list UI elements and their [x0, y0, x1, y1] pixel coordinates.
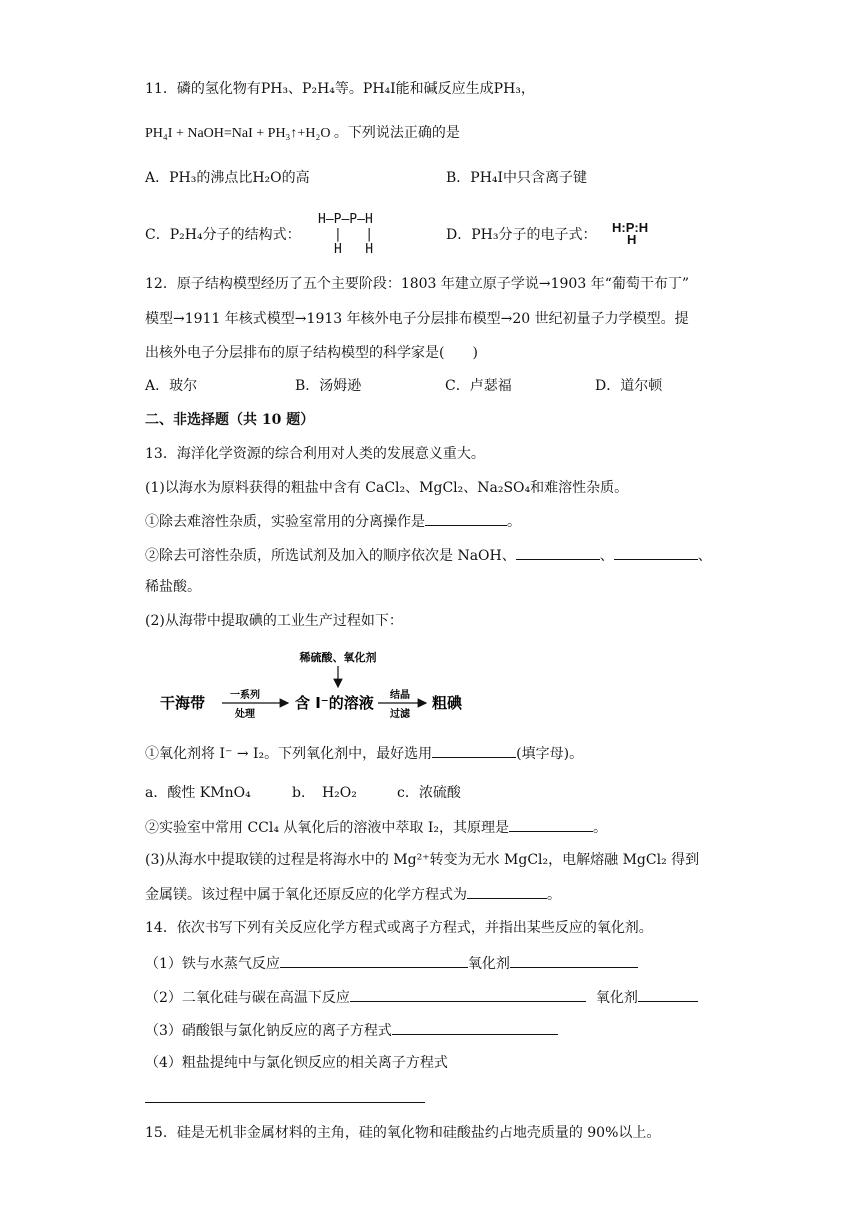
q12-line-3: 出核外电子分层排布的原子结构模型的科学家是( ) — [145, 345, 478, 361]
q14-sub-3-text: （3）硝酸银与氯化钠反应的离子方程式 — [145, 1023, 392, 1039]
choice-c: c．浓硫酸 — [397, 785, 461, 801]
flow-arrow1-top: 一系列 — [230, 690, 260, 701]
answer-blank[interactable] — [425, 511, 507, 526]
ph3-electron-formula — [612, 222, 648, 246]
q11-option-d: D．PH₃分子的电子式： — [446, 227, 597, 243]
q12-option-b: B．汤姆逊 — [295, 378, 362, 394]
answer-blank[interactable] — [510, 953, 638, 968]
lewis-top: H:P:H — [612, 220, 649, 235]
q13-part-1b-end: 稀盐酸。 — [145, 579, 201, 595]
q11-equation: PH₄I + NaOH=NaI + PH₃↑+H₂O 。下列说法正确的是 — [145, 126, 460, 141]
choice-a: a．酸性 KMnO₄ — [145, 785, 251, 801]
answer-blank[interactable] — [638, 987, 698, 1002]
lewis-bottom: H — [627, 232, 637, 247]
structure-row-2: | | — [334, 227, 374, 242]
answer-blank[interactable] — [614, 545, 698, 560]
q13-part-1b — [145, 545, 712, 566]
q14-sub-1-text: （1）铁与水蒸气反应 — [145, 956, 280, 972]
q11-line-1: 11．磷的氢化物有PH₃、P₂H₄等。PH₄I能和碱反应生成PH₃， — [145, 81, 535, 97]
flow-arrow2-bottom: 过滤 — [390, 709, 410, 720]
q11-option-b: B．PH₄I中只含离子键 — [446, 170, 588, 186]
answer-blank-line[interactable] — [145, 1102, 425, 1103]
oxidant-label: 氧化剂 — [467, 956, 510, 972]
q13-part-2b-text: ②实验室中常用 CCl₄ 从氧化后的溶液中萃取 I₂，其原理是 — [145, 820, 510, 836]
q12-line-1: 12．原子结构模型经历了五个主要阶段：1803 年建立原子学说→1903 年“葡萄干布丁” — [145, 276, 690, 292]
answer-blank[interactable] — [280, 953, 468, 968]
answer-blank[interactable] — [467, 884, 547, 899]
iodine-extraction-flow — [160, 650, 480, 720]
q14-sub-2-text: （2）二氧化硅与碳在高温下反应 — [145, 990, 350, 1006]
q12-option-d: D．道尔顿 — [595, 378, 663, 394]
q15-intro: 15．硅是无机非金属材料的主角，硅的氧化物和硅酸盐约占地壳质量的 90%以上。 — [145, 1125, 661, 1141]
q13-part-2a-text: ①氧化剂将 I⁻ → I₂。下列氧化剂中，最好选用 — [145, 746, 433, 762]
q11-option-a: A．PH₃的沸点比H₂O的高 — [145, 170, 310, 186]
q14-sub-1 — [145, 953, 638, 974]
q14-sub-2 — [145, 987, 698, 1008]
q13-part-3b — [145, 884, 561, 905]
q14-sub-4: （4）粗盐提纯中与氯化钡反应的相关离子方程式 — [145, 1055, 448, 1071]
structure-row-3: H H — [334, 242, 374, 257]
section-heading: 二、非选择题（共 10 题） — [145, 412, 315, 428]
flow-reagents: 稀硫酸、氧化剂 — [299, 651, 377, 664]
q13-part-1a-text: ①除去难溶性杂质，实验室常用的分离操作是 — [145, 514, 425, 530]
q13-intro: 13．海洋化学资源的综合利用对人类的发展意义重大。 — [145, 446, 485, 462]
period: 。 — [547, 887, 561, 903]
comma: 、 — [599, 548, 614, 564]
q13-part-3: (3)从海水中提取镁的过程是将海水中的 Mg²⁺转变为无水 MgCl₂，电解熔融 MgCl₂ 得到 — [145, 852, 700, 868]
answer-blank[interactable] — [350, 987, 586, 1002]
q13-part-1b-text: ②除去可溶性杂质，所选试剂及加入的顺序依次是 NaOH、 — [145, 548, 516, 564]
choice-b: b． H₂O₂ — [292, 785, 357, 801]
structure-row-1: H—P—P—H — [318, 212, 373, 227]
q13-part-3b-text: 金属镁。该过程中属于氧化还原反应的化学方程式为 — [145, 887, 467, 903]
comma: 、 — [697, 548, 712, 564]
flow-end: 粗碘 — [432, 694, 463, 712]
answer-blank[interactable] — [516, 545, 600, 560]
q12-option-c: C．卢瑟福 — [445, 378, 512, 394]
flow-arrow2-top: 结晶 — [390, 690, 410, 701]
oxidant-label: 氧化剂 — [595, 990, 638, 1006]
q13-part-2a — [145, 743, 583, 764]
q13-part-1: (1)以海水为原料获得的粗盐中含有 CaCl₂、MgCl₂、Na₂SO₄和难溶性杂质。 — [145, 480, 629, 496]
q11-option-c: C．P₂H₄分子的结构式： — [145, 227, 301, 243]
q12-line-2: 模型→1911 年核式模型→1913 年核外电子分层排布模型→20 世纪初量子力学模型。提 — [145, 311, 689, 327]
period: 。 — [593, 820, 608, 836]
q12-option-a: A．玻尔 — [145, 378, 198, 394]
flow-arrow1-bottom: 处理 — [235, 709, 255, 720]
p2h4-structural-formula — [318, 212, 373, 257]
answer-blank[interactable] — [509, 817, 593, 832]
q13-part-2: (2)从海带中提取碘的工业生产过程如下： — [145, 613, 403, 629]
flow-middle: 含 I⁻的溶液 — [295, 694, 374, 712]
answer-blank[interactable] — [432, 743, 516, 758]
q13-part-1a — [145, 511, 521, 532]
q14-sub-3 — [145, 1020, 558, 1041]
period: 。 — [507, 514, 521, 530]
q13-part-2b — [145, 817, 607, 838]
q14-intro: 14．依次书写下列有关反应化学方程式或离子方程式，并指出某些反应的氧化剂。 — [145, 920, 653, 936]
answer-blank[interactable] — [392, 1020, 558, 1035]
q13-part-2a-end: (填字母)。 — [516, 746, 584, 762]
flow-start: 干海带 — [160, 694, 206, 712]
